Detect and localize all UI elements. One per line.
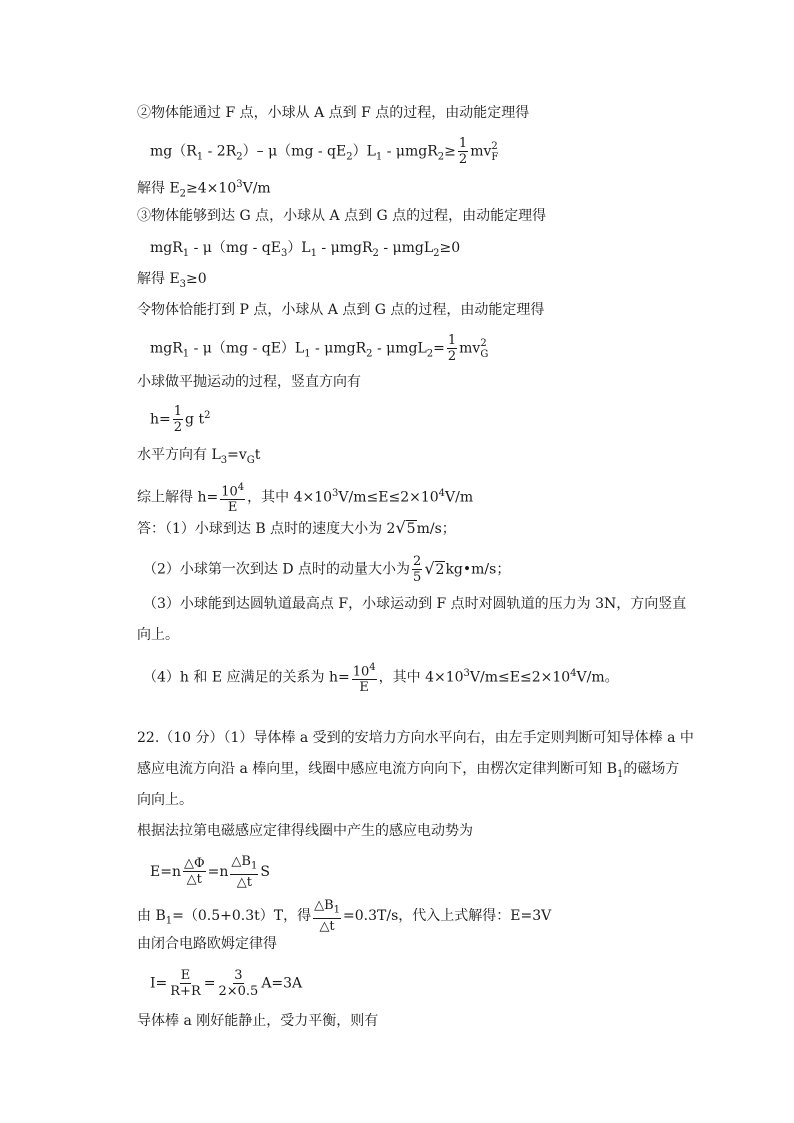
fraction: $\frac{\triangle B_1}{\triangle t}$ (314, 898, 341, 934)
text-line: ③物体能够到达 G 点，小球从 A 点到 G 点的过程，由动能定理得 (137, 208, 547, 224)
equation-line: $mg(R_1 - 2R_2)-$ $\mu(mg - qE_2)L_1 - \mu mgR_2\ge$ $\frac{1}{2}$ mv 2 F (150, 136, 499, 167)
fraction: $\frac{10^4}{E}$ (221, 482, 245, 516)
fraction: $\frac{1}{2}$ (447, 333, 457, 364)
fraction: $\frac{\triangle B_1}{\triangle t}$ (231, 854, 258, 890)
equation-line: h= $\frac{1}{2}$ g $t^2$ (150, 404, 211, 435)
text-line: 感应电流方向沿 a 棒向里，线圈中感应电流方向向下，由楞次定律判断可知 $B_1$的磁场方 (137, 761, 680, 780)
text-line: 导体棒 a 刚好能静止，受力平衡，则有 (137, 1013, 379, 1029)
question-heading: 22.（10 分）（1）导体棒 a 受到的安培力方向水平向右，由左手定则判断可知导体棒 a 中 (137, 730, 694, 746)
equation-line: E=n $\frac{\triangle\Phi}{\triangle t}$ =n $\frac{\triangle B_1}{\triangle t}$ S (150, 854, 270, 890)
fraction: $\frac{10^4}{E}$ (352, 662, 376, 696)
answer-line: （4）h 和 E 应满足的关系为 h= $\frac{10^4}{E}$ ，其中 $4\times 10^3V/m\le E\le 2\times 10^4V/m$。 (143, 662, 619, 696)
text-line: 由 $B_1=(0.5+0.3t)T$，得 $\frac{\triangle B_1}{\triangle t}$ =0.3T/s，代入上式解得：E=3V (137, 898, 552, 934)
text-line: 令物体恰能打到 P 点，小球从 A 点到 G 点的过程，由动能定理得 (137, 302, 545, 318)
fraction: $\frac{3}{2\times 0.5}$ (218, 968, 259, 999)
text-line: 向向上。 (137, 792, 193, 808)
text-line: ②物体能通过 F 点，小球从 A 点到 F 点的过程，由动能定理得 (137, 105, 530, 121)
equation-line: $mgR_1 - \mu(mg - qE_3)L_1 - \mu mgR_2 - \mu mgL_2\ge 0$ (150, 240, 461, 259)
text-line: 水平方向有 $L_3=v_Gt$ (137, 447, 261, 466)
text-line: 解得 $E_3\ge 0$ (137, 271, 207, 290)
answer-line: 向上。 (137, 627, 179, 643)
equation-line: $mgR_1 - \mu(mg - qE)L_1 - \mu mgR_2 - \mu mgL_2=$ $\frac{1}{2}$ mv 2 G (150, 333, 489, 364)
fraction: $\frac{1}{2}$ (173, 404, 183, 435)
square-root: √2 (424, 558, 445, 578)
equation-line: I= $\frac{E}{R+R}$ = $\frac{3}{2\times 0.5}$ A=3A (150, 968, 303, 999)
fraction: $\frac{2}{5}$ (413, 554, 422, 585)
fraction: $\frac{E}{R+R}$ (170, 968, 201, 999)
fraction: $\frac{1}{2}$ (458, 136, 468, 167)
answer-line: （3）小球能到达圆轨道最高点 F，小球运动到 F 点时对圆轨道的压力为 3N，方向竖直 (143, 596, 687, 612)
text-line: 由闭合电路欧姆定律得 (137, 936, 277, 952)
text-line: 解得 $E_2\ge 4\times 10^3V/m$ (137, 179, 271, 200)
text-line: 根据法拉第电磁感应定律得线圈中产生的感应电动势为 (137, 823, 473, 839)
text-line: 小球做平抛运动的过程，竖直方向有 (137, 374, 361, 390)
fraction: $\frac{\triangle\Phi}{\triangle t}$ (183, 856, 205, 888)
answer-line: （2）小球第一次到达 D 点时的动量大小为 $\frac{2}{5}$ √2kg•m/s； (143, 554, 511, 585)
square-root: √5 (395, 518, 416, 537)
text-line: 综上解得 h= $\frac{10^4}{E}$ ，其中 $4\times 10^3V/m\le E\le 2\times 10^4V/m$ (137, 482, 474, 516)
answer-line: 答：（1）小球到达 B 点时的速度大小为 2√5m/s； (137, 518, 456, 537)
